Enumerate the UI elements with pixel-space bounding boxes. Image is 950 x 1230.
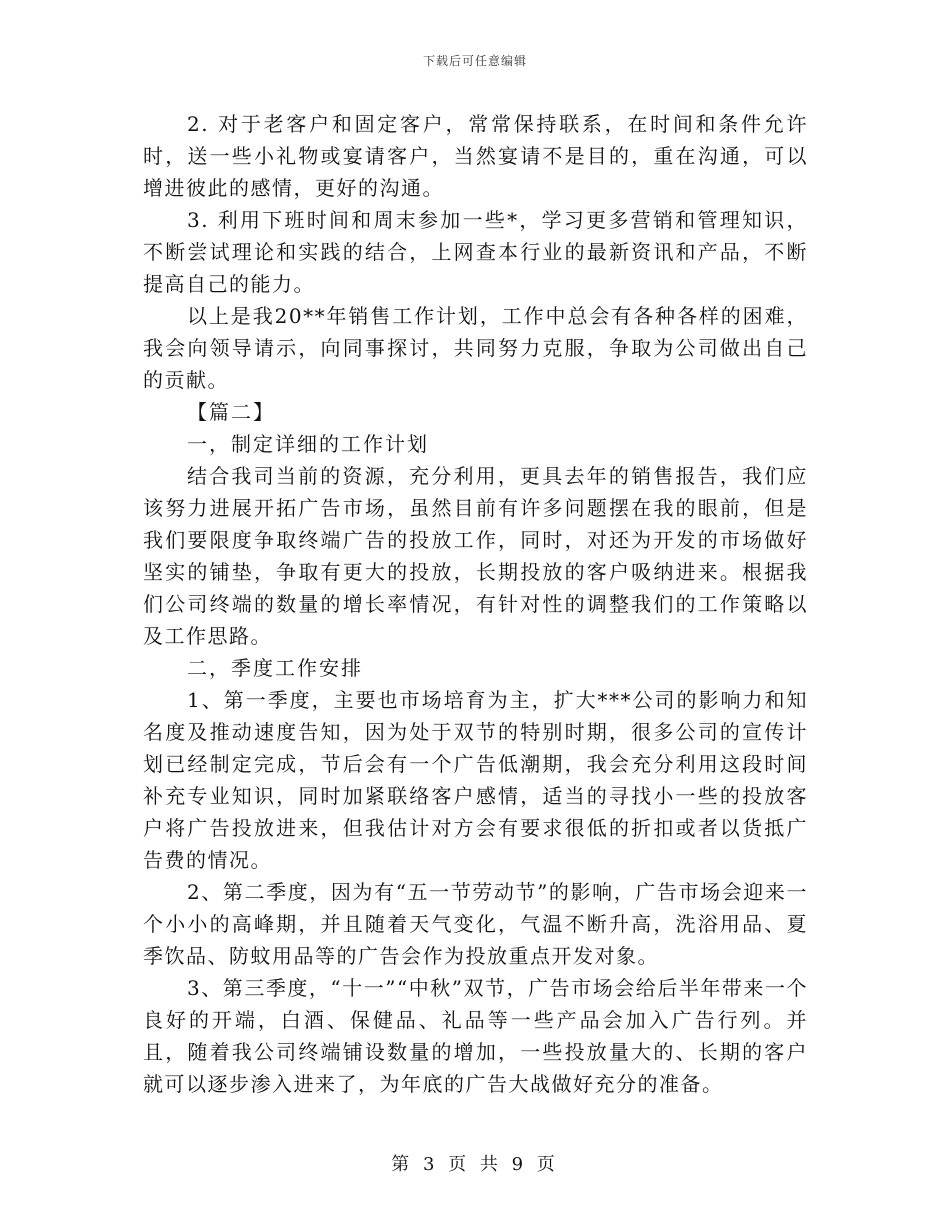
paragraph-training: 3. 利用下班时间和周末参加一些*，学习更多营销和管理知识，不断尝试理论和实践的结合，上网查本行业的最新资讯和产品，不断提高自己的能力。 bbox=[143, 208, 808, 296]
paragraph-work-plan: 结合我司当前的资源，充分利用，更具去年的销售报告，我们应该努力进展开拓广告市场，虽然目前有许多问题摆在我的眼前，但是我们要限度争取终端广告的投放工作，同时，对还为开发的市场做好坚实的铺垫，争取有更大的投放，长期投放的客户吸纳进来。根据我们公司终端的数量的增长率情况，有针对性的调整我们的工作策略以及工作思路。 bbox=[143, 464, 808, 648]
page-footer bbox=[0, 1150, 950, 1176]
paragraph-old-customers: 2. 对于老客户和固定客户，常常保持联系，在时间和条件允许时，送一些小礼物或宴请客户，当然宴请不是目的，重在沟通，可以增进彼此的感情，更好的沟通。 bbox=[143, 112, 808, 200]
section-title-part-two: 【篇二】 bbox=[187, 400, 275, 424]
paragraph-q1: 1、第一季度，主要也市场培育为主，扩大***公司的影响力和知名度及推动速度告知，因为处于双节的特别时期，很多公司的宣传计划已经制定完成，节后会有一个广告低潮期，我会充分利用这段时间补充专业知识，同时加紧联络客户感情，适当的寻找小一些的投放客户将广告投放进来，但我估计对方会有要求很低的折扣或者以货抵广告费的情况。 bbox=[143, 688, 808, 872]
document-body bbox=[143, 108, 808, 1100]
section-heading-work-plan: 一，制定详细的工作计划 bbox=[187, 432, 429, 456]
page-header: 下载后可任意编辑 bbox=[422, 54, 527, 68]
paragraph-q2: 2、第二季度，因为有“五一节劳动节”的影响，广告市场会迎来一个小小的高峰期，并且随着天气变化，气温不断升高，洗浴用品、夏季饮品、防蚊用品等的广告会作为投放重点开发对象。 bbox=[143, 880, 808, 968]
paragraph-q3: 3、第三季度，“十一”“中秋”双节，广告市场会给后半年带来一个良好的开端，白酒、保健品、礼品等一些产品会加入广告行列。并且，随着我公司终端铺设数量的增加，一些投放量大的、长期的客户就可以逐步渗入进来了，为年底的广告大战做好充分的准备。 bbox=[143, 976, 808, 1096]
paragraph-conclusion: 以上是我20**年销售工作计划，工作中总会有各种各样的困难，我会向领导请示，向同事探讨，共同努力克服，争取为公司做出自己的贡献。 bbox=[143, 304, 808, 392]
page-number: 第 3 页 共 9 页 bbox=[391, 1154, 559, 1175]
section-heading-quarterly: 二，季度工作安排 bbox=[187, 656, 363, 680]
